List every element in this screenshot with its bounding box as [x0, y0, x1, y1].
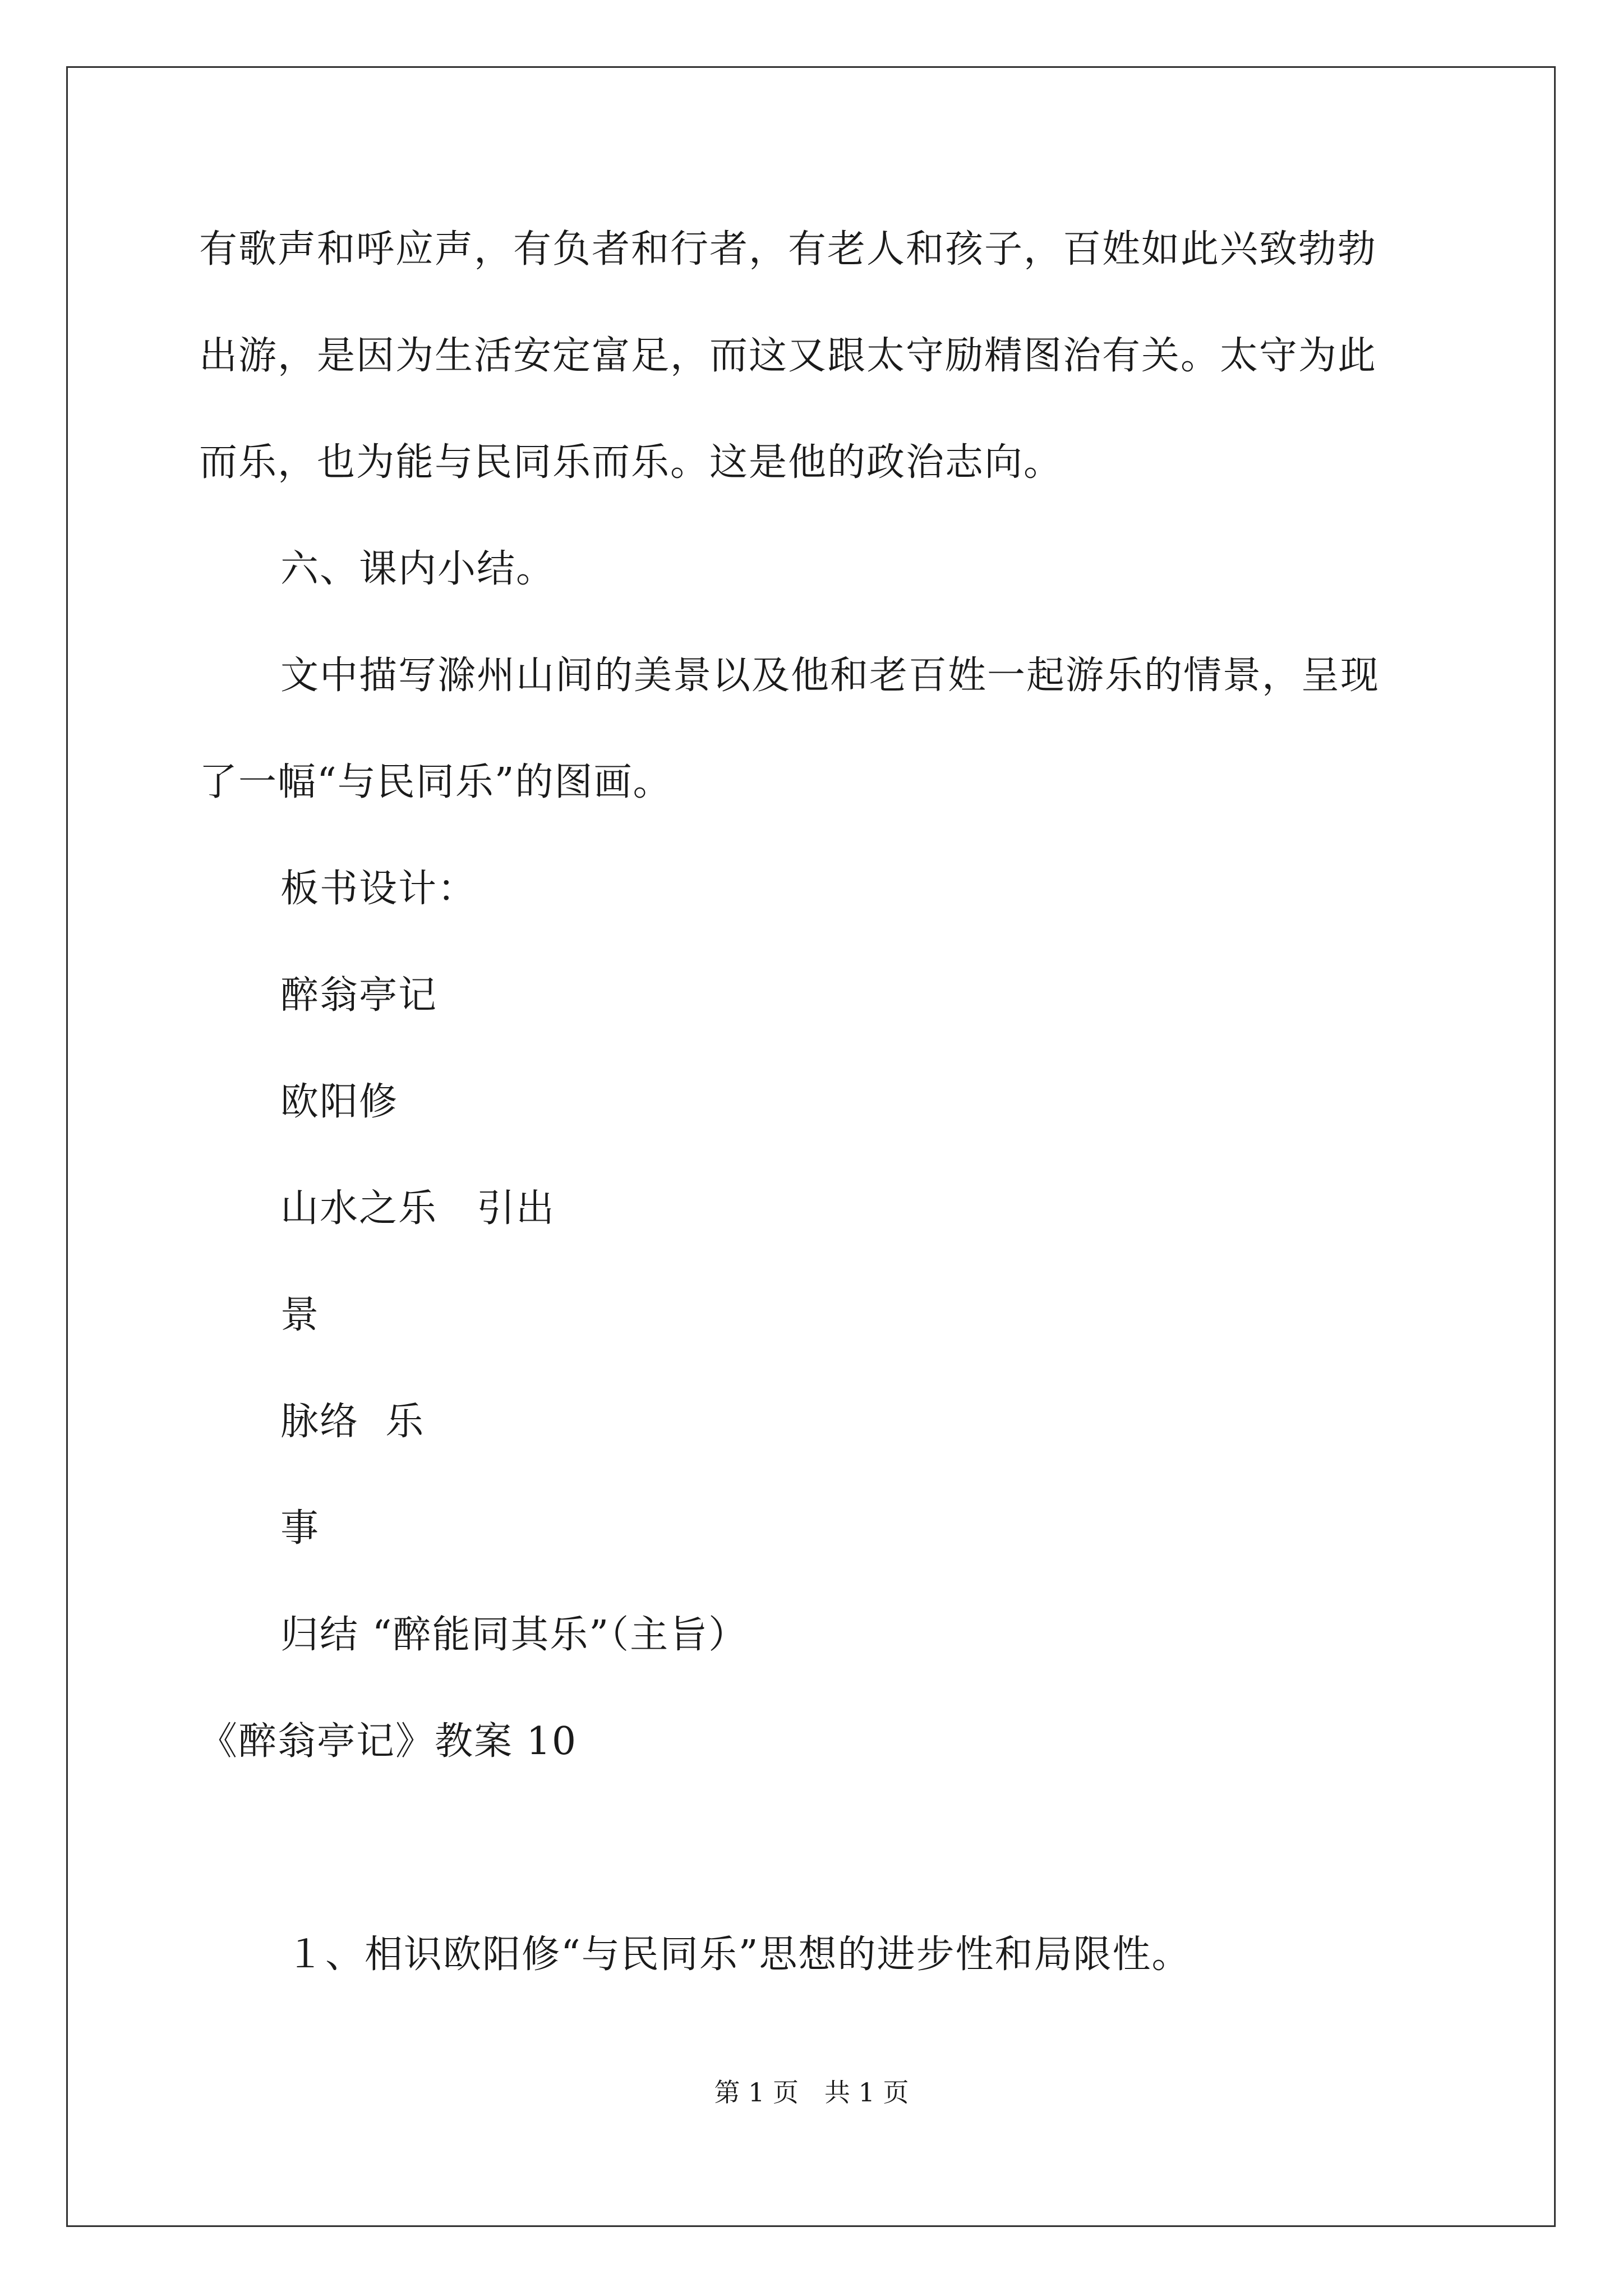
body-line-2: 出游，是因为生活安定富足，而这又跟太守励精图治有关。太守为此 — [199, 334, 1377, 378]
board-title: 醉翁亭记 — [280, 973, 438, 1018]
body-line-1: 有歌声和呼应声，有负者和行者，有老人和孩子，百姓如此兴致勃勃 — [199, 227, 1377, 272]
page-number-footer: 第 1 页 共 1 页 — [714, 2077, 909, 2108]
board-line-jing: 景 — [280, 1293, 320, 1337]
board-line-mailuo: 脉络 乐 — [280, 1400, 425, 1444]
body-line-5: 文中描写滁州山间的美景以及他和老百姓一起游乐的情景，呈现 — [280, 654, 1380, 698]
board-design-label: 板书设计： — [280, 867, 477, 911]
board-line-guijie: 归结 “醉能同其乐”（主旨） — [280, 1613, 748, 1657]
board-line-shanshui: 山水之乐 引出 — [280, 1186, 556, 1231]
lesson-plan-heading: 《醉翁亭记》教案 10 — [199, 1719, 578, 1764]
board-line-shi: 事 — [280, 1506, 320, 1550]
board-author: 欧阳修 — [280, 1080, 399, 1124]
section-heading-summary: 六、课内小结。 — [280, 547, 556, 591]
body-line-6: 了一幅“与民同乐”的图画。 — [199, 760, 672, 804]
objective-list-item: １、相识欧阳修“与民同乐”思想的进步性和局限性。 — [286, 1932, 1191, 1977]
page-border — [66, 66, 1556, 2227]
body-line-3: 而乐，也为能与民同乐而乐。这是他的政治志向。 — [199, 440, 1063, 485]
